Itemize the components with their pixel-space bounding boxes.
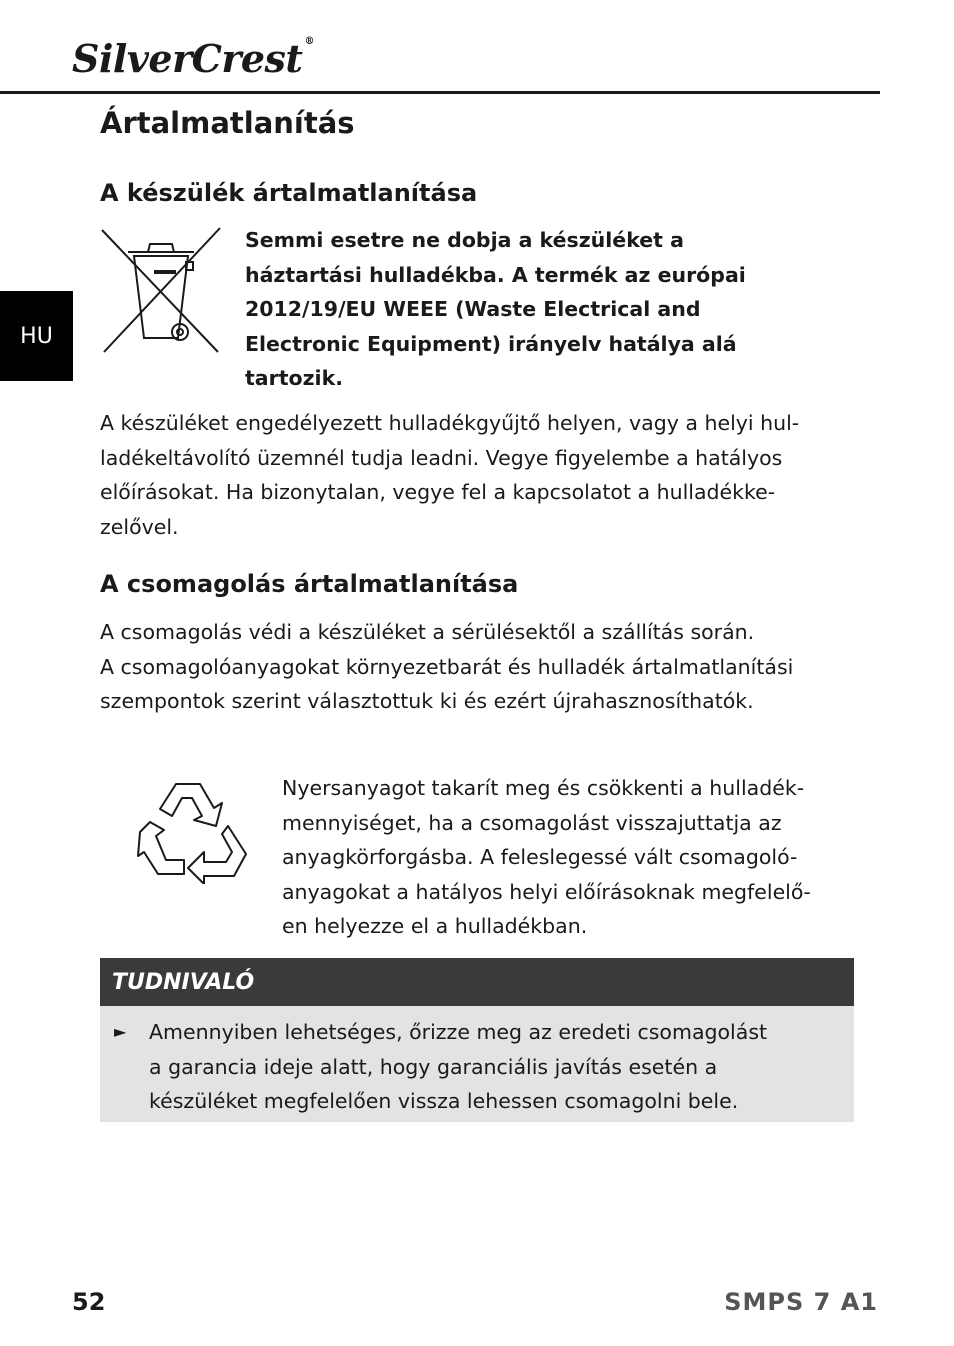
packaging-heading: A csomagolás ártalmatlanítása bbox=[100, 570, 519, 598]
weee-warning: Semmi esetre ne dobja a készüléket a háztartási hulladékba. A termék az európai 2012/19/EU WEEE (Waste Electrical and Electronic Equipment) irányelv hatálya alá tartozik. bbox=[245, 228, 746, 390]
silvercrest-logo: SilverCrest ® bbox=[72, 36, 314, 81]
bullet-arrow-icon: ► bbox=[114, 1022, 127, 1041]
recycle-icon bbox=[136, 776, 252, 884]
page-number: 52 bbox=[72, 1288, 106, 1316]
crossed-bin-icon bbox=[98, 226, 224, 356]
header-rule bbox=[0, 91, 880, 94]
packaging-body: A csomagolás védi a készüléket a sérülésektől a szállítás során. A csomagolóanyagokat környezetbarát és hulladék ártalmatlanítási szempontok szerint választottuk ki és ezért újrahasznosíthatók. bbox=[100, 620, 794, 713]
note-text: Amennyiben lehetséges, őrizze meg az eredeti csomagolást a garancia ideje alatt, hogy garanciális javítás esetén a készüléket megfelelően vissza lehessen csomagolni bele. bbox=[149, 1020, 768, 1113]
note-title: TUDNIVALÓ bbox=[100, 958, 854, 1006]
model-number: SMPS 7 A1 bbox=[724, 1288, 878, 1316]
recycle-text: Nyersanyagot takarít meg és csökkenti a hulladék- mennyiséget, ha a csomagolást visszajuttatja az anyagkörforgásba. A feleslegessé vált csomagoló- anyagokat a hatályos helyi előírásoknak megfelelő- en helyezze el a hulladékban. bbox=[282, 776, 811, 938]
device-heading: A készülék ártalmatlanítása bbox=[100, 179, 478, 207]
language-tab: HU bbox=[0, 291, 73, 381]
device-body: A készüléket engedélyezett hulladékgyűjtő helyen, vagy a helyi hul- ladékeltávolító üzemnél tudja leadni. Vegye figyelembe a hatályos előírásokat. Ha bizonytalan, vegye fel a kapcsolatot a hulladékke- zelővel. bbox=[100, 411, 800, 539]
page-title: Ártalmatlanítás bbox=[100, 106, 355, 140]
